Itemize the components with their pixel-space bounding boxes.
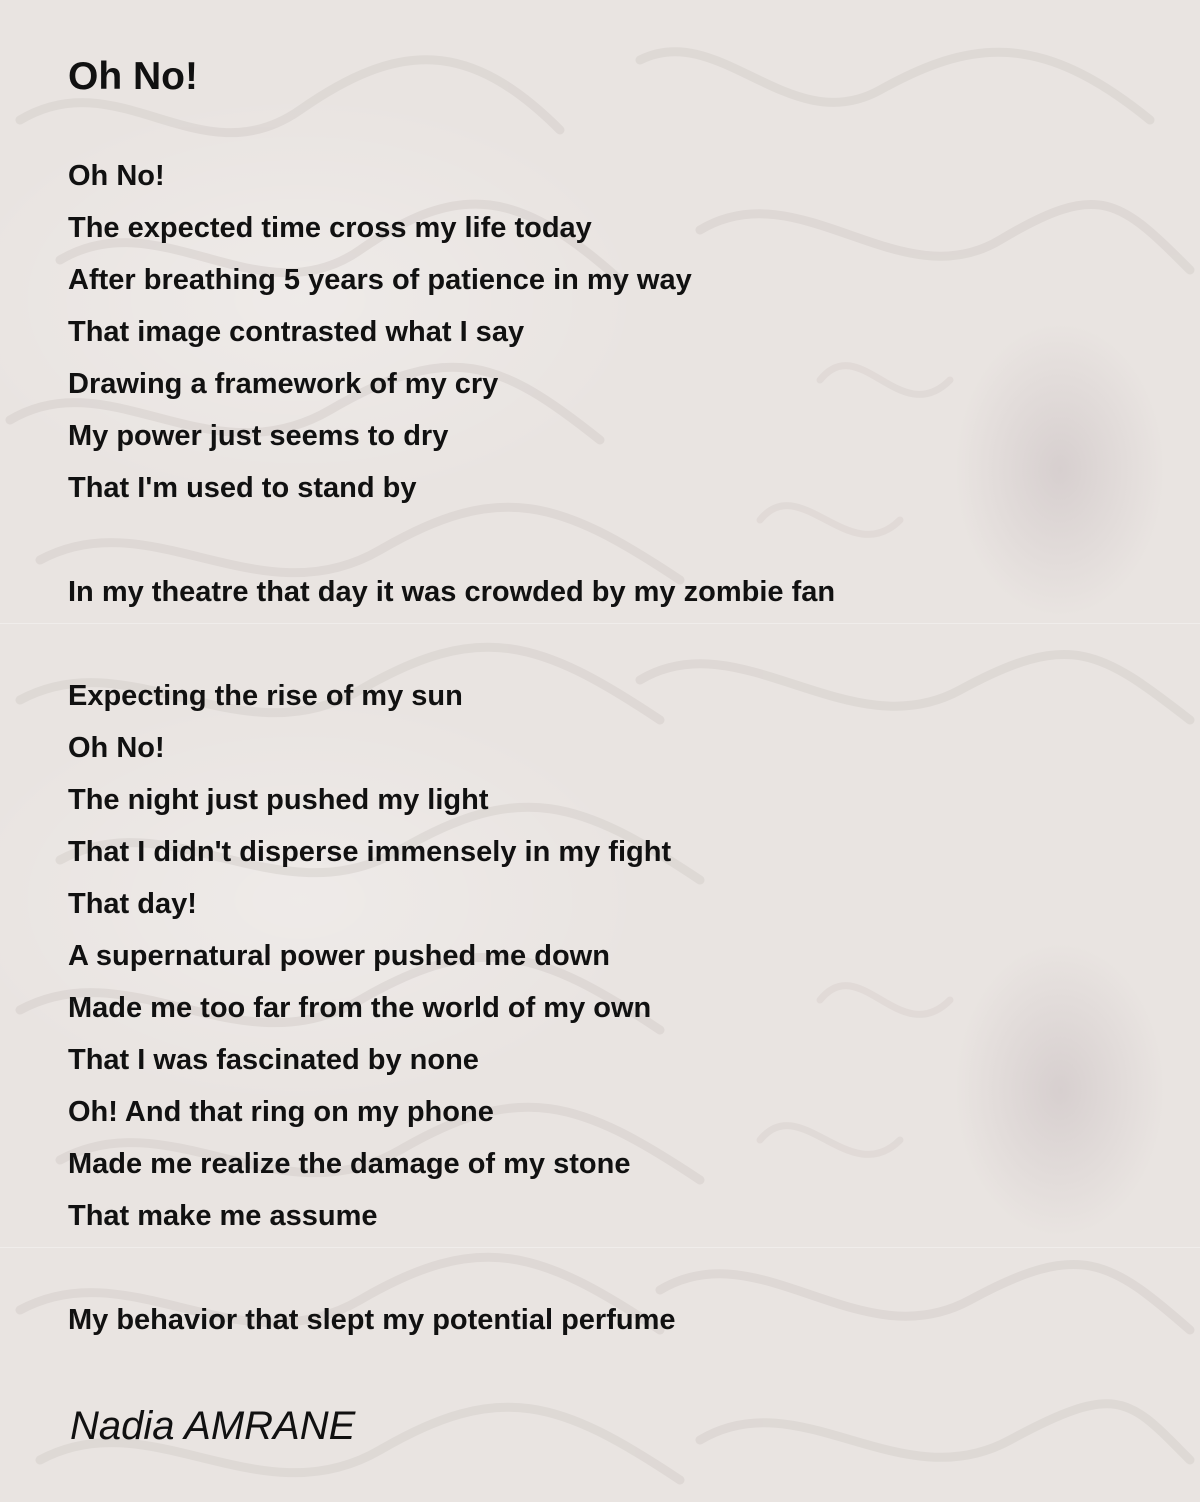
stanza-break [68, 514, 1168, 566]
poem-line: That I'm used to stand by [68, 472, 417, 504]
poem-line: That I didn't disperse immensely in my fight [68, 836, 672, 868]
poem-line: My behavior that slept my potential perfume [68, 1304, 676, 1336]
poem-line: Drawing a framework of my cry [68, 368, 499, 400]
poem-title: Oh No! [68, 55, 198, 98]
poem-line: A supernatural power pushed me down [68, 940, 610, 972]
poem-line: Made me too far from the world of my own [68, 992, 652, 1024]
poem-line: That day! [68, 888, 197, 920]
poem-line: Oh No! [68, 160, 165, 192]
poem-line: Made me realize the damage of my stone [68, 1148, 631, 1180]
poem-body [68, 150, 1168, 1346]
poem-line: My power just seems to dry [68, 420, 449, 452]
poem-line: Oh No! [68, 732, 165, 764]
stanza-break [68, 618, 1168, 670]
poem-line: After breathing 5 years of patience in my way [68, 264, 692, 296]
poem-line: Oh! And that ring on my phone [68, 1096, 494, 1128]
poem-line: That I was fascinated by none [68, 1044, 479, 1076]
poem-line: The expected time cross my life today [68, 212, 592, 244]
poem-author: Nadia AMRANE [70, 1404, 356, 1448]
poem-line: Expecting the rise of my sun [68, 680, 463, 712]
stanza-break [68, 1242, 1168, 1294]
poem-line: That make me assume [68, 1200, 378, 1232]
poem-line: That image contrasted what I say [68, 316, 525, 348]
poem-line: The night just pushed my light [68, 784, 489, 816]
poem-line: In my theatre that day it was crowded by my zombie fan [68, 576, 836, 608]
